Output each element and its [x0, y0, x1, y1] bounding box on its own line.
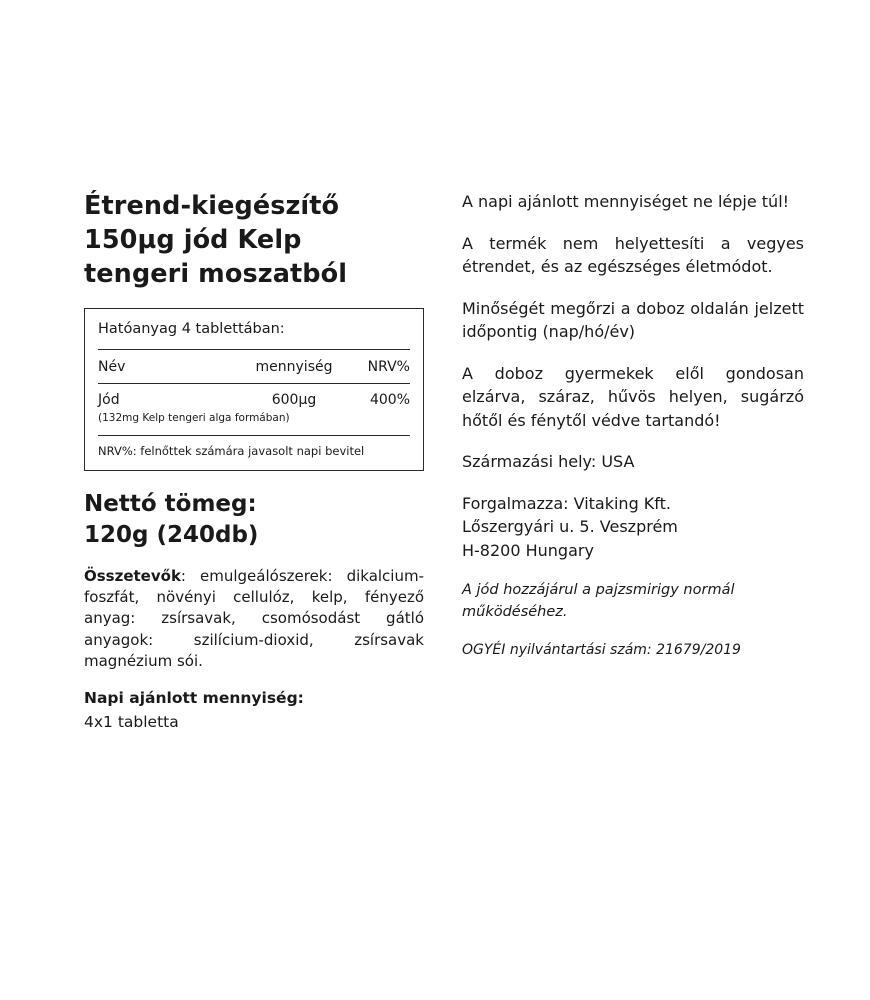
ingredients-text: : emulgeálószerek: dikalcium-foszfát, növényi cellulóz, kelp, fényező anyag: zsírsavak, csomósodást gátló anyagok: szilícium-dioxid, zsírsavak magnézium sói.	[84, 566, 424, 670]
facts-header-nrv: NRV%	[367, 359, 410, 376]
facts-header-name: Név	[98, 359, 126, 376]
net-weight	[84, 489, 424, 552]
right-column	[462, 190, 804, 661]
warning-4: A doboz gyermekek elől gondosan elzárva, száraz, hűvös helyen, sugárzó hőtől és fénytől védve tartandó!	[462, 363, 804, 430]
distributor-line-3: H-8200 Hungary	[462, 540, 594, 560]
dosage-title: Napi ajánlott mennyiség:	[84, 689, 304, 708]
warning-2: A termék nem helyettesíti a vegyes étrendet, és az egészséges életmódot.	[462, 233, 804, 277]
health-claim: A jód hozzájárul a pajzsmirigy normál működéséhez.	[462, 582, 735, 620]
headline-line-1: Étrend-kiegészítő	[84, 191, 340, 221]
net-weight-value: 120g (240db)	[84, 522, 259, 549]
origin-text: Származási hely: USA	[462, 452, 635, 472]
distributor-line-1: Forgalmazza: Vitaking Kft.	[462, 493, 672, 513]
headline-line-3: tengeri moszatból	[84, 258, 348, 289]
product-headline	[84, 190, 424, 292]
label-columns	[84, 190, 804, 733]
table-row	[98, 384, 410, 410]
registration-number: OGYÉI nyilvántartási szám: 21679/2019	[462, 641, 741, 658]
facts-footnote: NRV%: felnőttek számára javasolt napi bevitel	[98, 444, 365, 459]
facts-row-nrv: 400%	[369, 392, 410, 409]
dosage-value: 4x1 tabletta	[84, 712, 179, 731]
facts-header-amount: mennyiség	[255, 359, 333, 376]
facts-row-name: Jód	[98, 392, 120, 409]
warning-1: A napi ajánlott mennyiséget ne lépje túl!	[462, 192, 790, 211]
ingredients-paragraph	[84, 566, 424, 672]
supplement-facts-box	[84, 308, 424, 471]
facts-row-amount: 600µg	[271, 392, 317, 409]
distributor-block	[462, 492, 804, 563]
headline-line-2: 150µg jód Kelp	[84, 224, 302, 255]
warning-3: Minőségét megőrzi a doboz oldalán jelzett időpontig (nap/hó/év)	[462, 298, 804, 342]
net-weight-label: Nettó tömeg:	[84, 490, 257, 517]
facts-row-note: (132mg Kelp tengeri alga formában)	[98, 412, 290, 425]
left-column	[84, 190, 424, 733]
facts-title: Hatóanyag 4 tablettában:	[98, 320, 285, 337]
facts-header-row	[98, 350, 410, 383]
ingredients-label: Összetevők	[84, 566, 181, 585]
distributor-line-2: Lőszergyári u. 5. Veszprém	[462, 517, 678, 537]
